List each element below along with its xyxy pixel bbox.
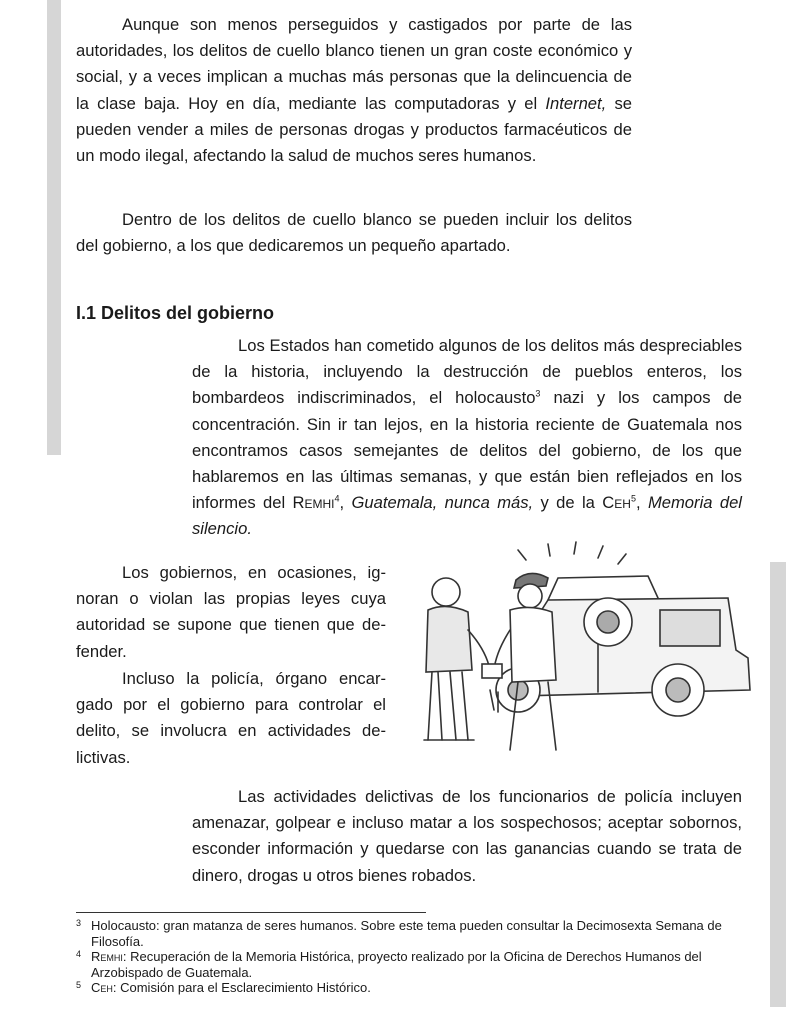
paragraph-text: ,: [339, 493, 352, 513]
paragraph-text: y de la: [533, 493, 603, 513]
footnote-label: Remhi: [91, 949, 123, 964]
remhi-report-title: Guatemala, nunca más,: [351, 493, 534, 513]
paragraph-text: Dentro de los delitos de cuello blanco se pueden incluir los delitos del gobierno, a los que dedicaremos un pequeño apartado.: [76, 210, 632, 256]
ceh-report-title: Memoria del silencio.: [192, 493, 742, 539]
paragraph-text: nazi y los campos de concentración. Sin ir tan lejos, en la historia reciente de Guatemala nos encontramos casos semejantes de delitos del gobierno, de los que hablaremos en las últimas semanas, y que están bien reflejados en los informes del: [192, 388, 742, 513]
paragraph-text: ,: [635, 493, 648, 513]
paragraph-text: Incluso la policía, órgano encargado por el gobierno para controlar el delito, se involucra en actividades delictivas.: [76, 669, 386, 767]
paragraph-government-crimes-intro: [76, 207, 632, 259]
footnotes: [76, 918, 742, 996]
paragraph-governments-violate-laws: [76, 560, 386, 665]
ceh-acronym: Ceh: [602, 493, 631, 513]
internet-italic: Internet,: [545, 93, 607, 113]
paragraph-white-collar-cost: [76, 12, 632, 169]
footnote-text: Holocausto: gran matanza de seres humanos. Sobre este tema pueden consultar la Decimosexta Semana de Filosofía.: [91, 918, 722, 949]
footnote-text: : Comisión para el Esclarecimiento Histórico.: [112, 980, 371, 995]
paragraph-state-crimes: [192, 333, 742, 543]
section-heading: I.1 Delitos del gobierno: [76, 303, 275, 323]
footnote-ref-4[interactable]: 4: [334, 493, 340, 504]
footnote-number: 5: [76, 980, 82, 990]
footnote-label: Ceh: [91, 980, 113, 995]
paragraph-text: Aunque son menos perseguidos y castigados por parte de las autoridades, los delitos de cuello blanco tienen un gran coste económico y social, y a veces implican a muchas más personas que la delincuencia de la clase baja. Hoy en día, mediante las computadoras y el: [76, 15, 632, 113]
police-bribery-illustration-icon: [398, 540, 768, 762]
footnote-text: : Recuperación de la Memoria Histórica, proyecto realizado por la Oficina de Derechos Humanos del Arzobispado de Guatemala.: [91, 949, 702, 980]
paragraph-text: Los gobiernos, en ocasiones, ignoran o violan las propias leyes cuya autoridad se supone que tienen que defender.: [76, 563, 386, 661]
footnote-4: [76, 949, 742, 980]
paragraph-text: Los Estados han cometido algunos de los delitos más despreciables de la historia, incluyendo la destrucción de pueblos enteros, los bombardeos indiscriminados, el holocausto: [192, 336, 742, 408]
footnote-ref-5[interactable]: 5: [630, 493, 636, 504]
footnote-3: [76, 918, 742, 949]
paragraph-text: se pueden vender a miles de personas drogas y productos farmacéuticos de un modo ilegal, afectando la salud de muchos seres humanos.: [76, 93, 632, 166]
paragraph-police-activities: [192, 784, 742, 889]
footnote-number: 4: [76, 949, 82, 959]
right-margin-bar: [770, 562, 786, 1007]
left-margin-bar: [47, 0, 61, 455]
footnote-divider: [76, 912, 426, 913]
footnote-number: 3: [76, 918, 82, 928]
footnote-ref-3[interactable]: 3: [535, 388, 541, 399]
footnote-5: [76, 980, 742, 996]
remhi-acronym: Remhi: [292, 493, 335, 513]
paragraph-police-involvement: [76, 666, 386, 771]
paragraph-text: Las actividades delictivas de los funcionarios de policía incluyen amenazar, golpear e incluso matar a los sospechosos; aceptar sobornos, esconder información y quedarse con las ganancias cuando se trata de dinero, drogas u otros bienes robados.: [192, 787, 742, 885]
